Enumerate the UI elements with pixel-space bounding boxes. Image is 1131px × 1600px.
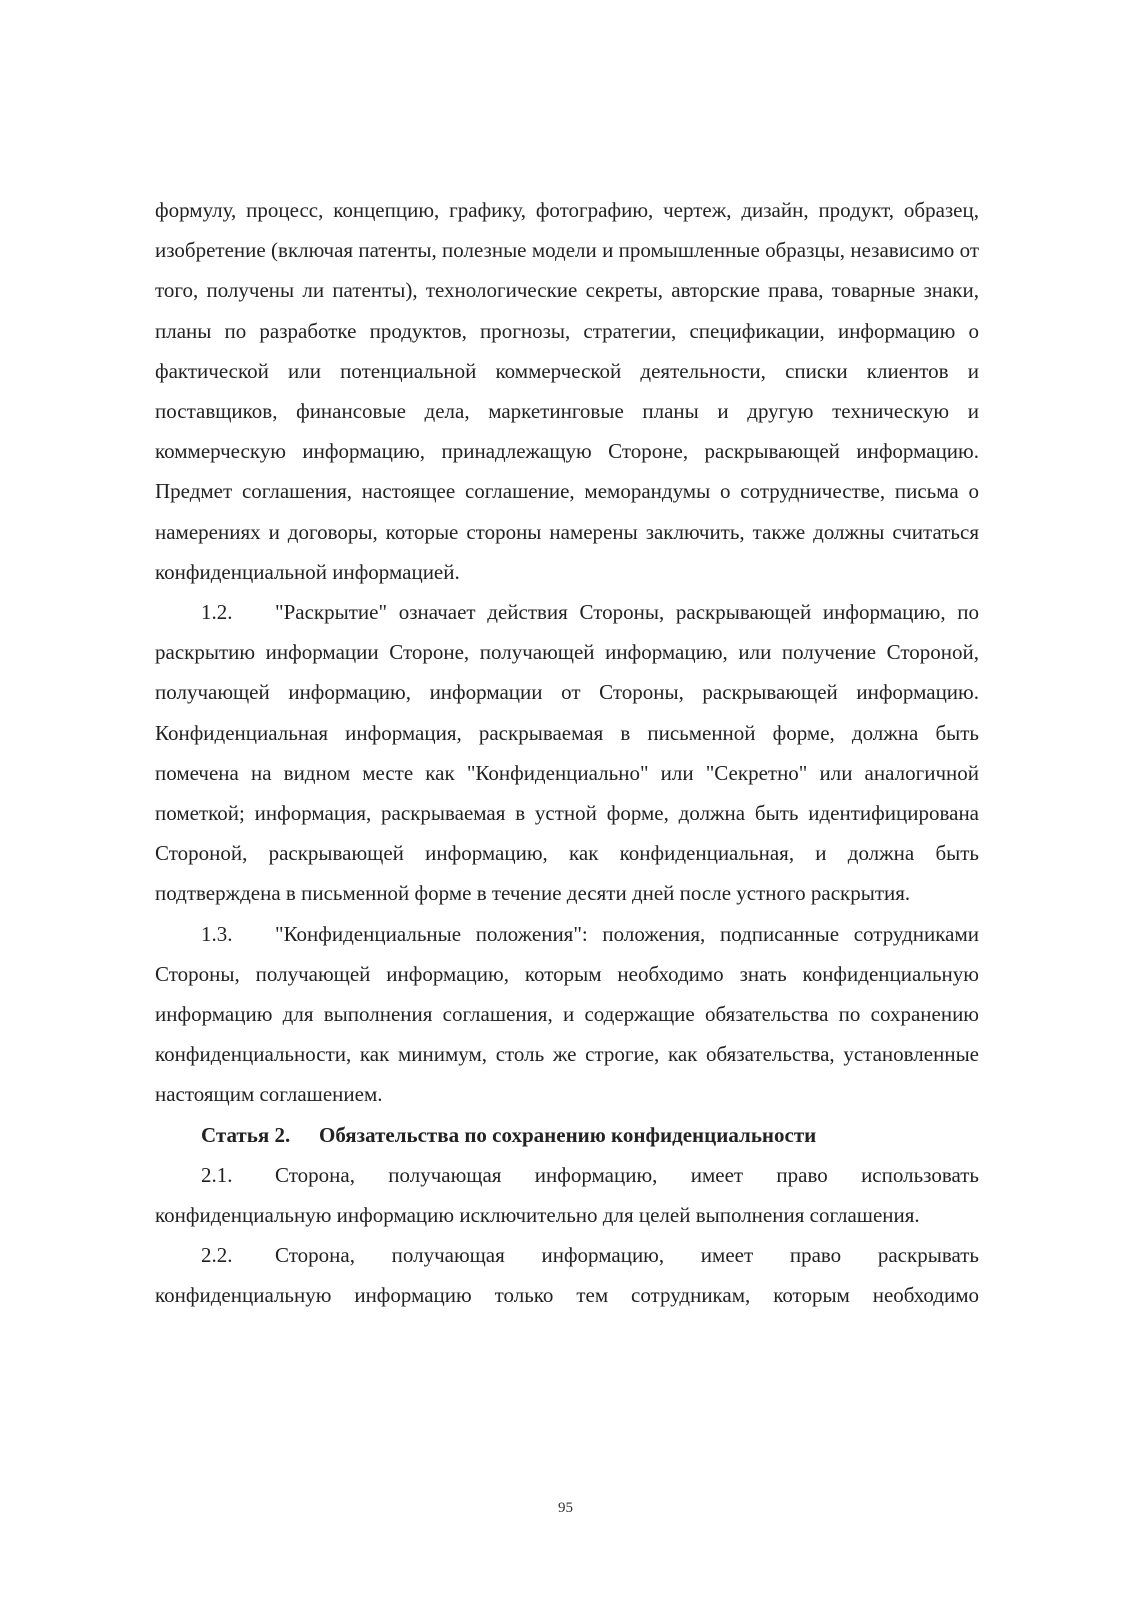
- article-title: Обязательства по сохранению конфиденциальности: [319, 1122, 817, 1147]
- clause-number: 1.2.: [201, 600, 233, 625]
- clause-text: "Раскрытие" означает действия Стороны, раскрывающей информацию, по раскрытию информации Стороне, получающей информацию, или получение Стороной, получающей информацию, информации от Стороны, раскрывающей информацию. Конфиденциальная информация, раскрываемая в письменной форме, должна быть помечена на видном месте как "Конфиденциально" или "Секретно" или аналогичной пометкой; информация, раскрываемая в устной форме, должна быть идентифицирована Стороной, раскрывающей информацию, как конфиденциальная, и должна быть подтверждена в письменной форме в течение десяти дней после устного раскрытия.: [155, 600, 979, 906]
- paragraph-text: формулу, процесс, концепцию, графику, фотографию, чертеж, дизайн, продукт, образец, изобретение (включая патенты, полезные модели и промышленные образцы, независимо от того, получены ли патенты), технологические секреты, авторские права, товарные знаки, планы по разработке продуктов, прогнозы, стратегии, спецификации, информацию о фактической или потенциальной коммерческой деятельности, списки клиентов и поставщиков, финансовые дела, маркетинговые планы и другую техническую и коммерческую информацию, принадлежащую Стороне, раскрывающей информацию. Предмет соглашения, настоящее соглашение, меморандумы о сотрудничестве, письма о намерениях и договоры, которые стороны намерены заключить, также должны считаться конфиденциальной информацией.: [155, 198, 979, 584]
- document-body: [155, 190, 979, 1316]
- clause-number: 2.2.: [201, 1243, 233, 1268]
- page-number: 95: [558, 1500, 573, 1516]
- article-number: Статья 2.: [201, 1122, 291, 1147]
- clause-2-2: [155, 1235, 979, 1315]
- clause-number: 2.1.: [201, 1162, 233, 1187]
- clause-1-3: [155, 914, 979, 1115]
- clause-2-1: [155, 1155, 979, 1235]
- clause-1-2: [155, 592, 979, 914]
- article-heading: [155, 1115, 979, 1155]
- clause-text: "Конфиденциальные положения": положения, подписанные сотрудниками Стороны, получающей информацию, которым необходимо знать конфиденциальную информацию для выполнения соглашения, и содержащие обязательства по сохранению конфиденциальности, как минимум, столь же строгие, как обязательства, установленные настоящим соглашением.: [155, 921, 979, 1107]
- clause-number: 1.3.: [201, 921, 233, 946]
- clause-text: Сторона, получающая информацию, имеет право раскрывать конфиденциальную информацию только тем сотрудникам, которым необходимо: [155, 1243, 979, 1308]
- clause-text: Сторона, получающая информацию, имеет право использовать конфиденциальную информацию исключительно для целей выполнения соглашения.: [155, 1162, 979, 1228]
- paragraph-continuation: [155, 190, 979, 592]
